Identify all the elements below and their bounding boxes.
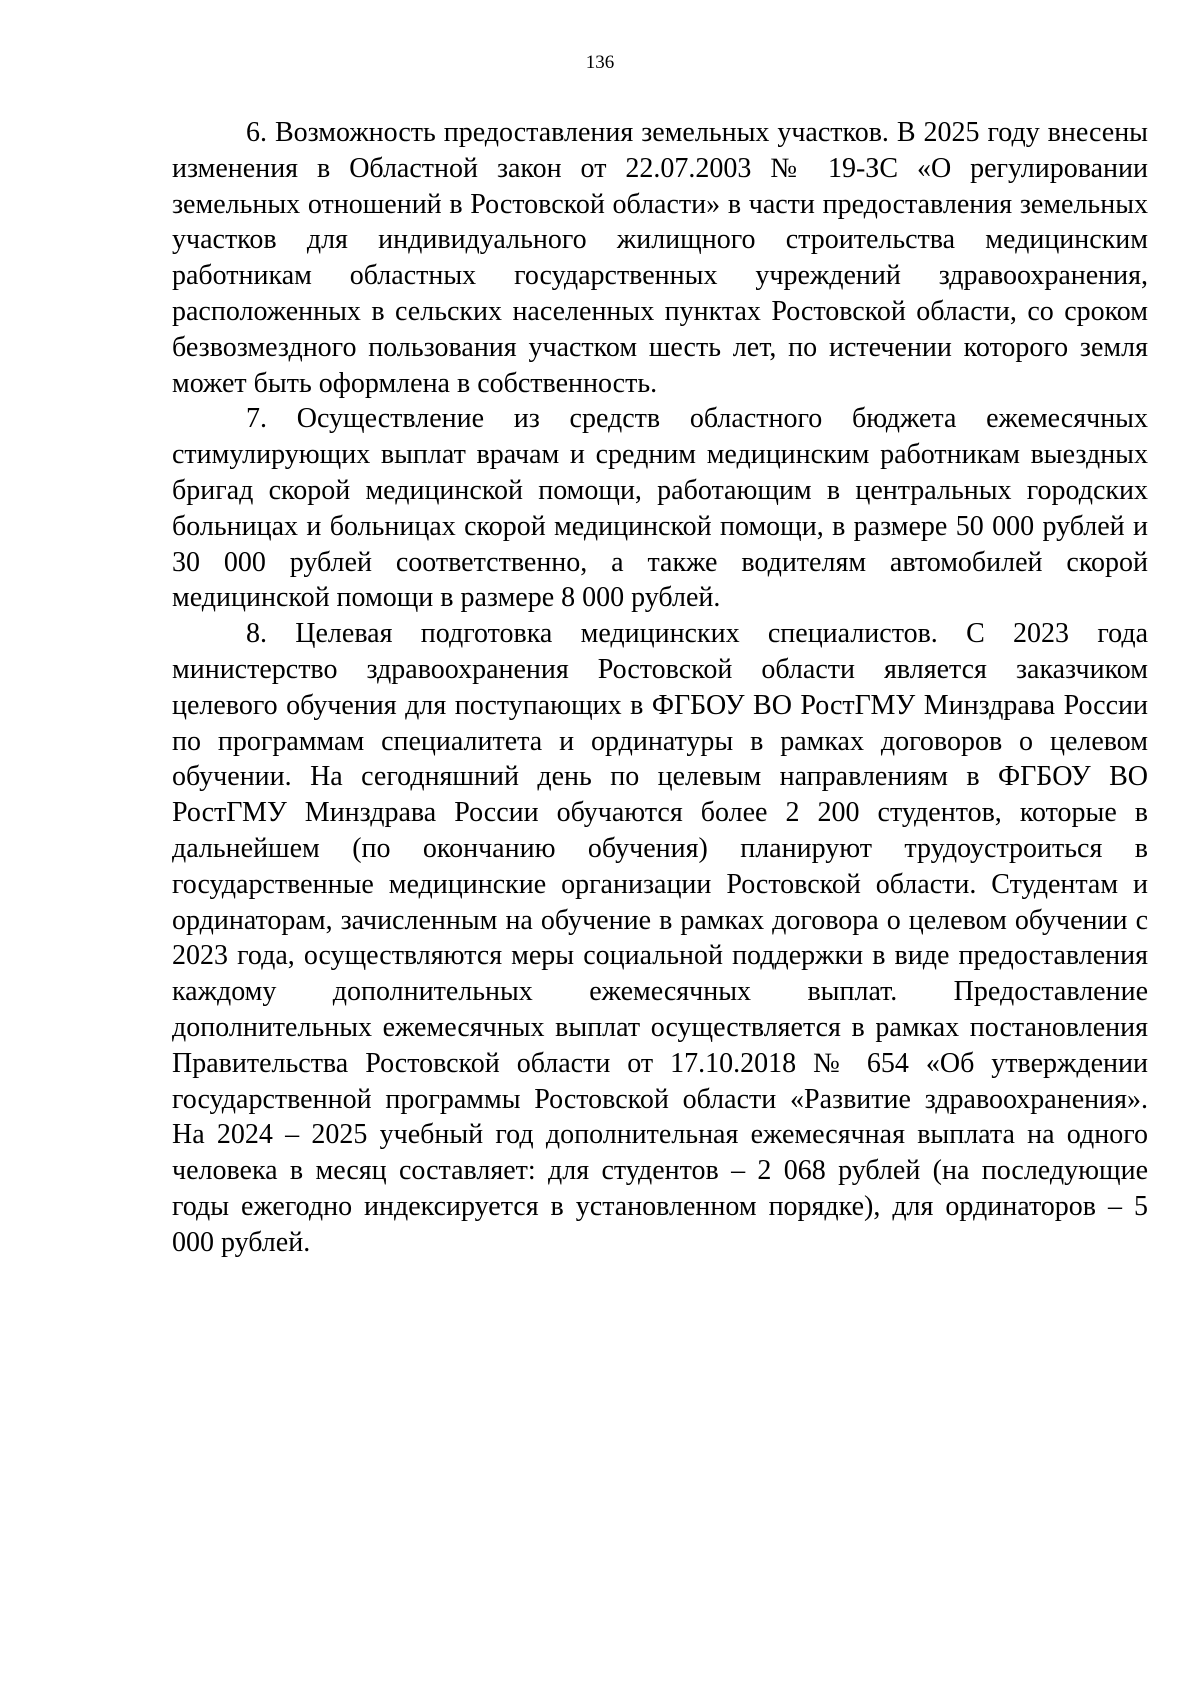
page-number: 136 — [585, 52, 615, 73]
paragraph-ambulance-payments: 7. Осуществление из средств областного бюджета ежемесячных стимулирующих выплат врачам и средним медицинским работникам выездных бригад скорой медицинской помощи, работающим в центральных городских больницах и больницах скорой медицинской помощи, в размере 50 000 рублей и 30 000 рублей соответственно, а также водителям автомобилей скорой медицинской помощи в размере 8 000 рублей. — [172, 403, 1148, 614]
paragraph-land-plots: 6. Возможность предоставления земельных участков. В 2025 году внесены изменения в Областной закон от 22.07.2003 № 19-ЗС «О регулировании земельных отношений в Ростовской области» в части предоставления земельных участков для индивидуального жилищного строительства медицинским работникам областных государственных учреждений здравоохранения, расположенных в сельских населенных пунктах Ростовской области, со сроком безвозмездного пользования участком шесть лет, по истечении которого земля может быть оформлена в собственность. — [172, 117, 1148, 399]
paragraph-targeted-training: 8. Целевая подготовка медицинских специалистов. С 2023 года министерство здравоохранения Ростовской области является заказчиком целевого обучения для поступающих в ФГБОУ ВО РостГМУ Минздрава России по программам специалитета и ординатуры в рамках договоров о целевом обучении. На сегодняшний день по целевым направлениям в ФГБОУ ВО РостГМУ Минздрава России обучаются более 2 200 студентов, которые в дальнейшем (по окончанию обучения) планируют трудоустроиться в государственные медицинские организации Ростовской области. Студентам и ординаторам, зачисленным на обучение в рамках договора о целевом обучении с 2023 года, осуществляются меры социальной поддержки в виде предоставления каждому дополнительных ежемесячных выплат. Предоставление дополнительных ежемесячных выплат осуществляется в рамках постановления Правительства Ростовской области от 17.10.2018 № 654 «Об утверждении государственной программы Ростовской области «Развитие здравоохранения». На 2024 – 2025 учебный год дополнительная ежемесячная выплата на одного человека в месяц составляет: для студентов – 2 068 рублей (на последующие годы ежегодно индексируется в установленном порядке), для ординаторов – 5 000 рублей. — [172, 618, 1148, 1258]
document-body — [172, 115, 1148, 1261]
